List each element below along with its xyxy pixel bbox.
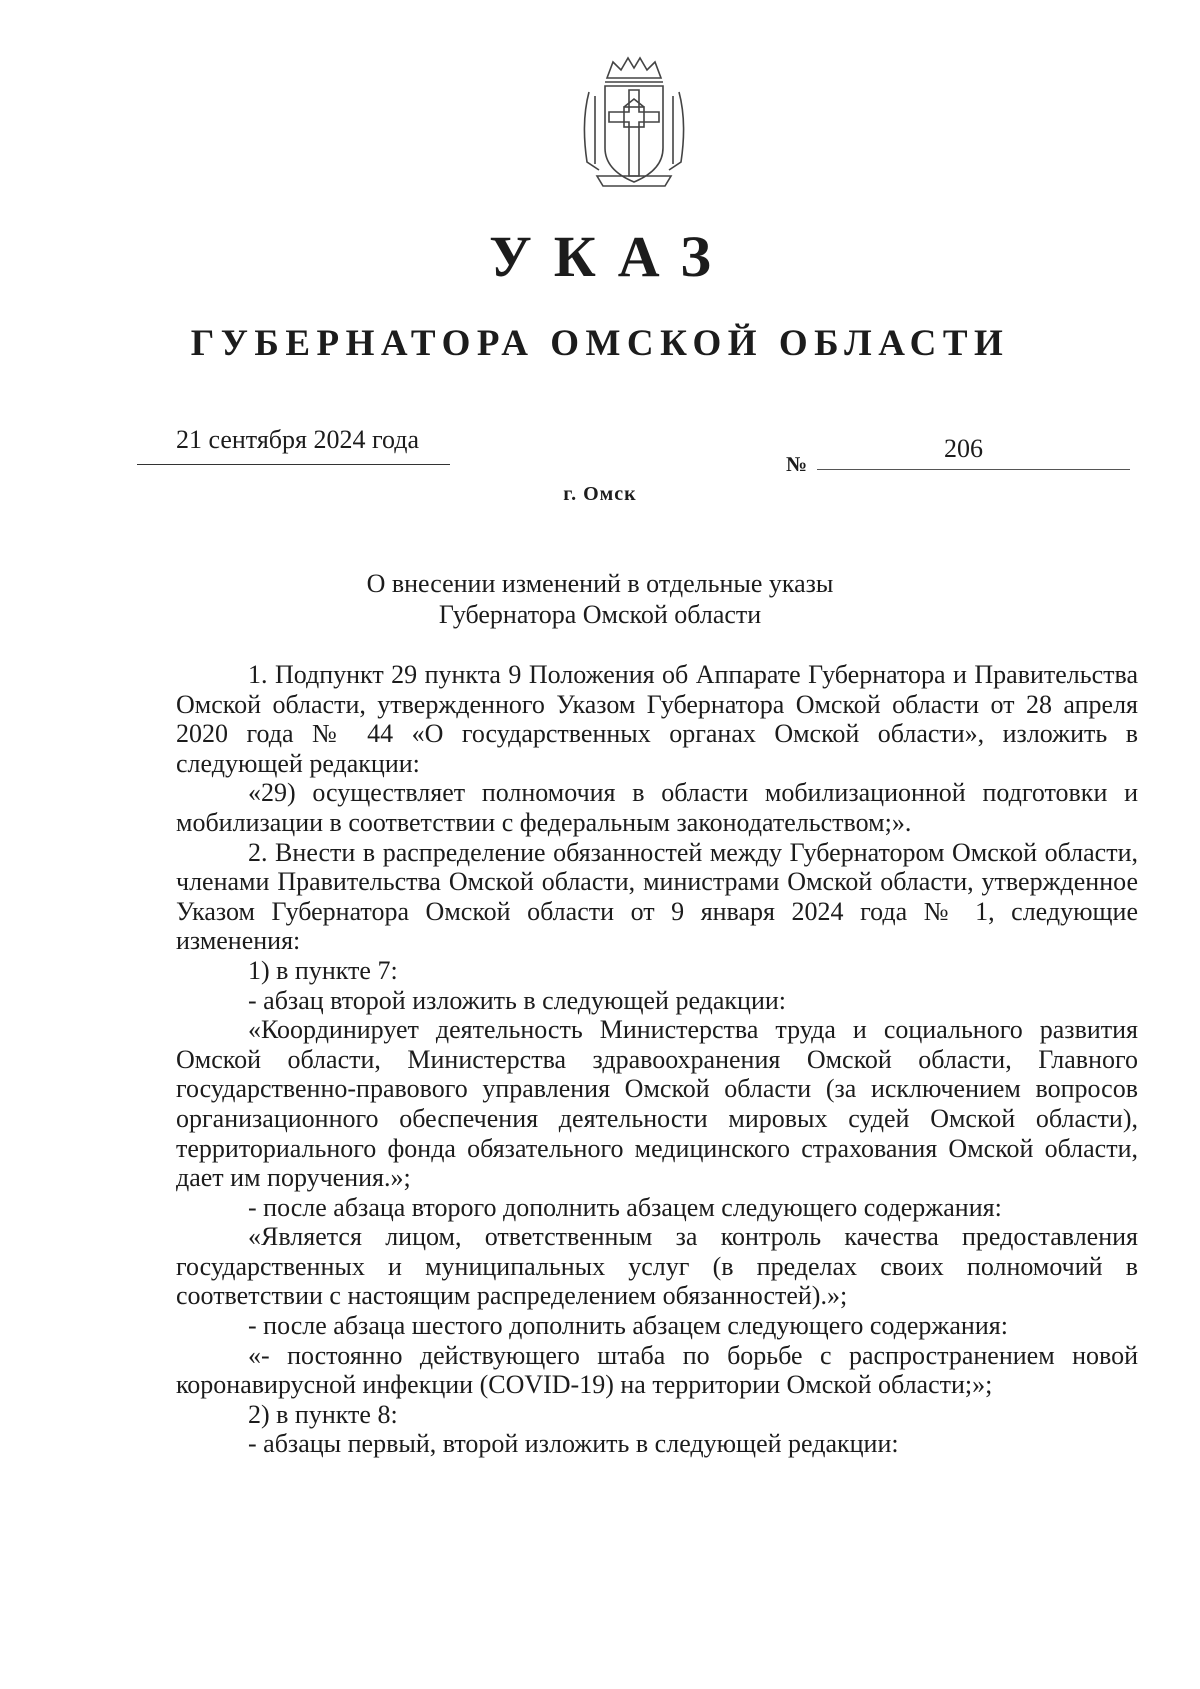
document-title: УКАЗ	[489, 224, 733, 289]
number-sign: №	[786, 452, 808, 476]
paragraph: - после абзаца второго дополнить абзацем следующего содержания:	[248, 1192, 1002, 1222]
paragraph: «Является лицом, ответственным за контроль качества предоставления государственных и муниципальных услуг (в пределах своих полномочий в соответствии с настоящим распределением обязанностей).»;	[176, 1222, 1138, 1311]
paragraph: 1) в пункте 7:	[248, 955, 398, 985]
paragraph: - после абзаца шестого дополнить абзацем следующего содержания:	[248, 1311, 1008, 1341]
paragraph: «Координирует деятельность Министерства труда и социального развития Омской области, Министерства здравоохранения Омской области, Главного государственно-правового управления Омской области (за исключением вопросов организационного обеспечения деятельности мировых судей Омской области), территориального фонда обязательного медицинского страхования Омской области, дает им поручения.»;	[176, 1015, 1138, 1193]
paragraph: - абзацы первый, второй изложить в следующей редакции:	[248, 1429, 899, 1459]
date-underline	[137, 464, 450, 465]
paragraph: 1. Подпункт 29 пункта 9 Положения об Аппарате Губернатора и Правительства Омской области, утвержденного Указом Губернатора Омской области от 28 апреля 2020 года № 44 «О государственных органах Омской области», изложить в следующей редакции:	[176, 660, 1138, 778]
document-heading	[0, 568, 1200, 630]
paragraph: 2) в пункте 8:	[248, 1399, 398, 1429]
document-number: 206	[944, 434, 983, 463]
coat-of-arms-emblem-icon	[569, 52, 699, 192]
paragraph: - абзац второй изложить в следующей редакции:	[248, 985, 787, 1015]
paragraph: 2. Внести в распределение обязанностей между Губернатором Омской области, членами Правительства Омской области, министрами Омской области, утвержденное Указом Губернатора Омской области от 9 января 2024 года № 1, следующие изменения:	[176, 837, 1138, 956]
document-body	[176, 660, 1138, 1459]
document-date: 21 сентября 2024 года	[176, 425, 420, 454]
paragraph: «- постоянно действующего штаба по борьбе с распространением новой коронавирусной инфекции (COVID-19) на территории Омской области;»;	[176, 1340, 1138, 1400]
heading-line: О внесении изменений в отдельные указы	[366, 569, 834, 598]
heading-line: Губернатора Омской области	[438, 600, 762, 629]
document-city: г. Омск	[563, 483, 637, 505]
paragraph: «29) осуществляет полномочия в области мобилизационной подготовки и мобилизации в соответствии с федеральным законодательством;».	[176, 778, 1138, 837]
document-subtitle: ГУБЕРНАТОРА ОМСКОЙ ОБЛАСТИ	[190, 323, 1010, 364]
number-underline	[817, 469, 1130, 470]
